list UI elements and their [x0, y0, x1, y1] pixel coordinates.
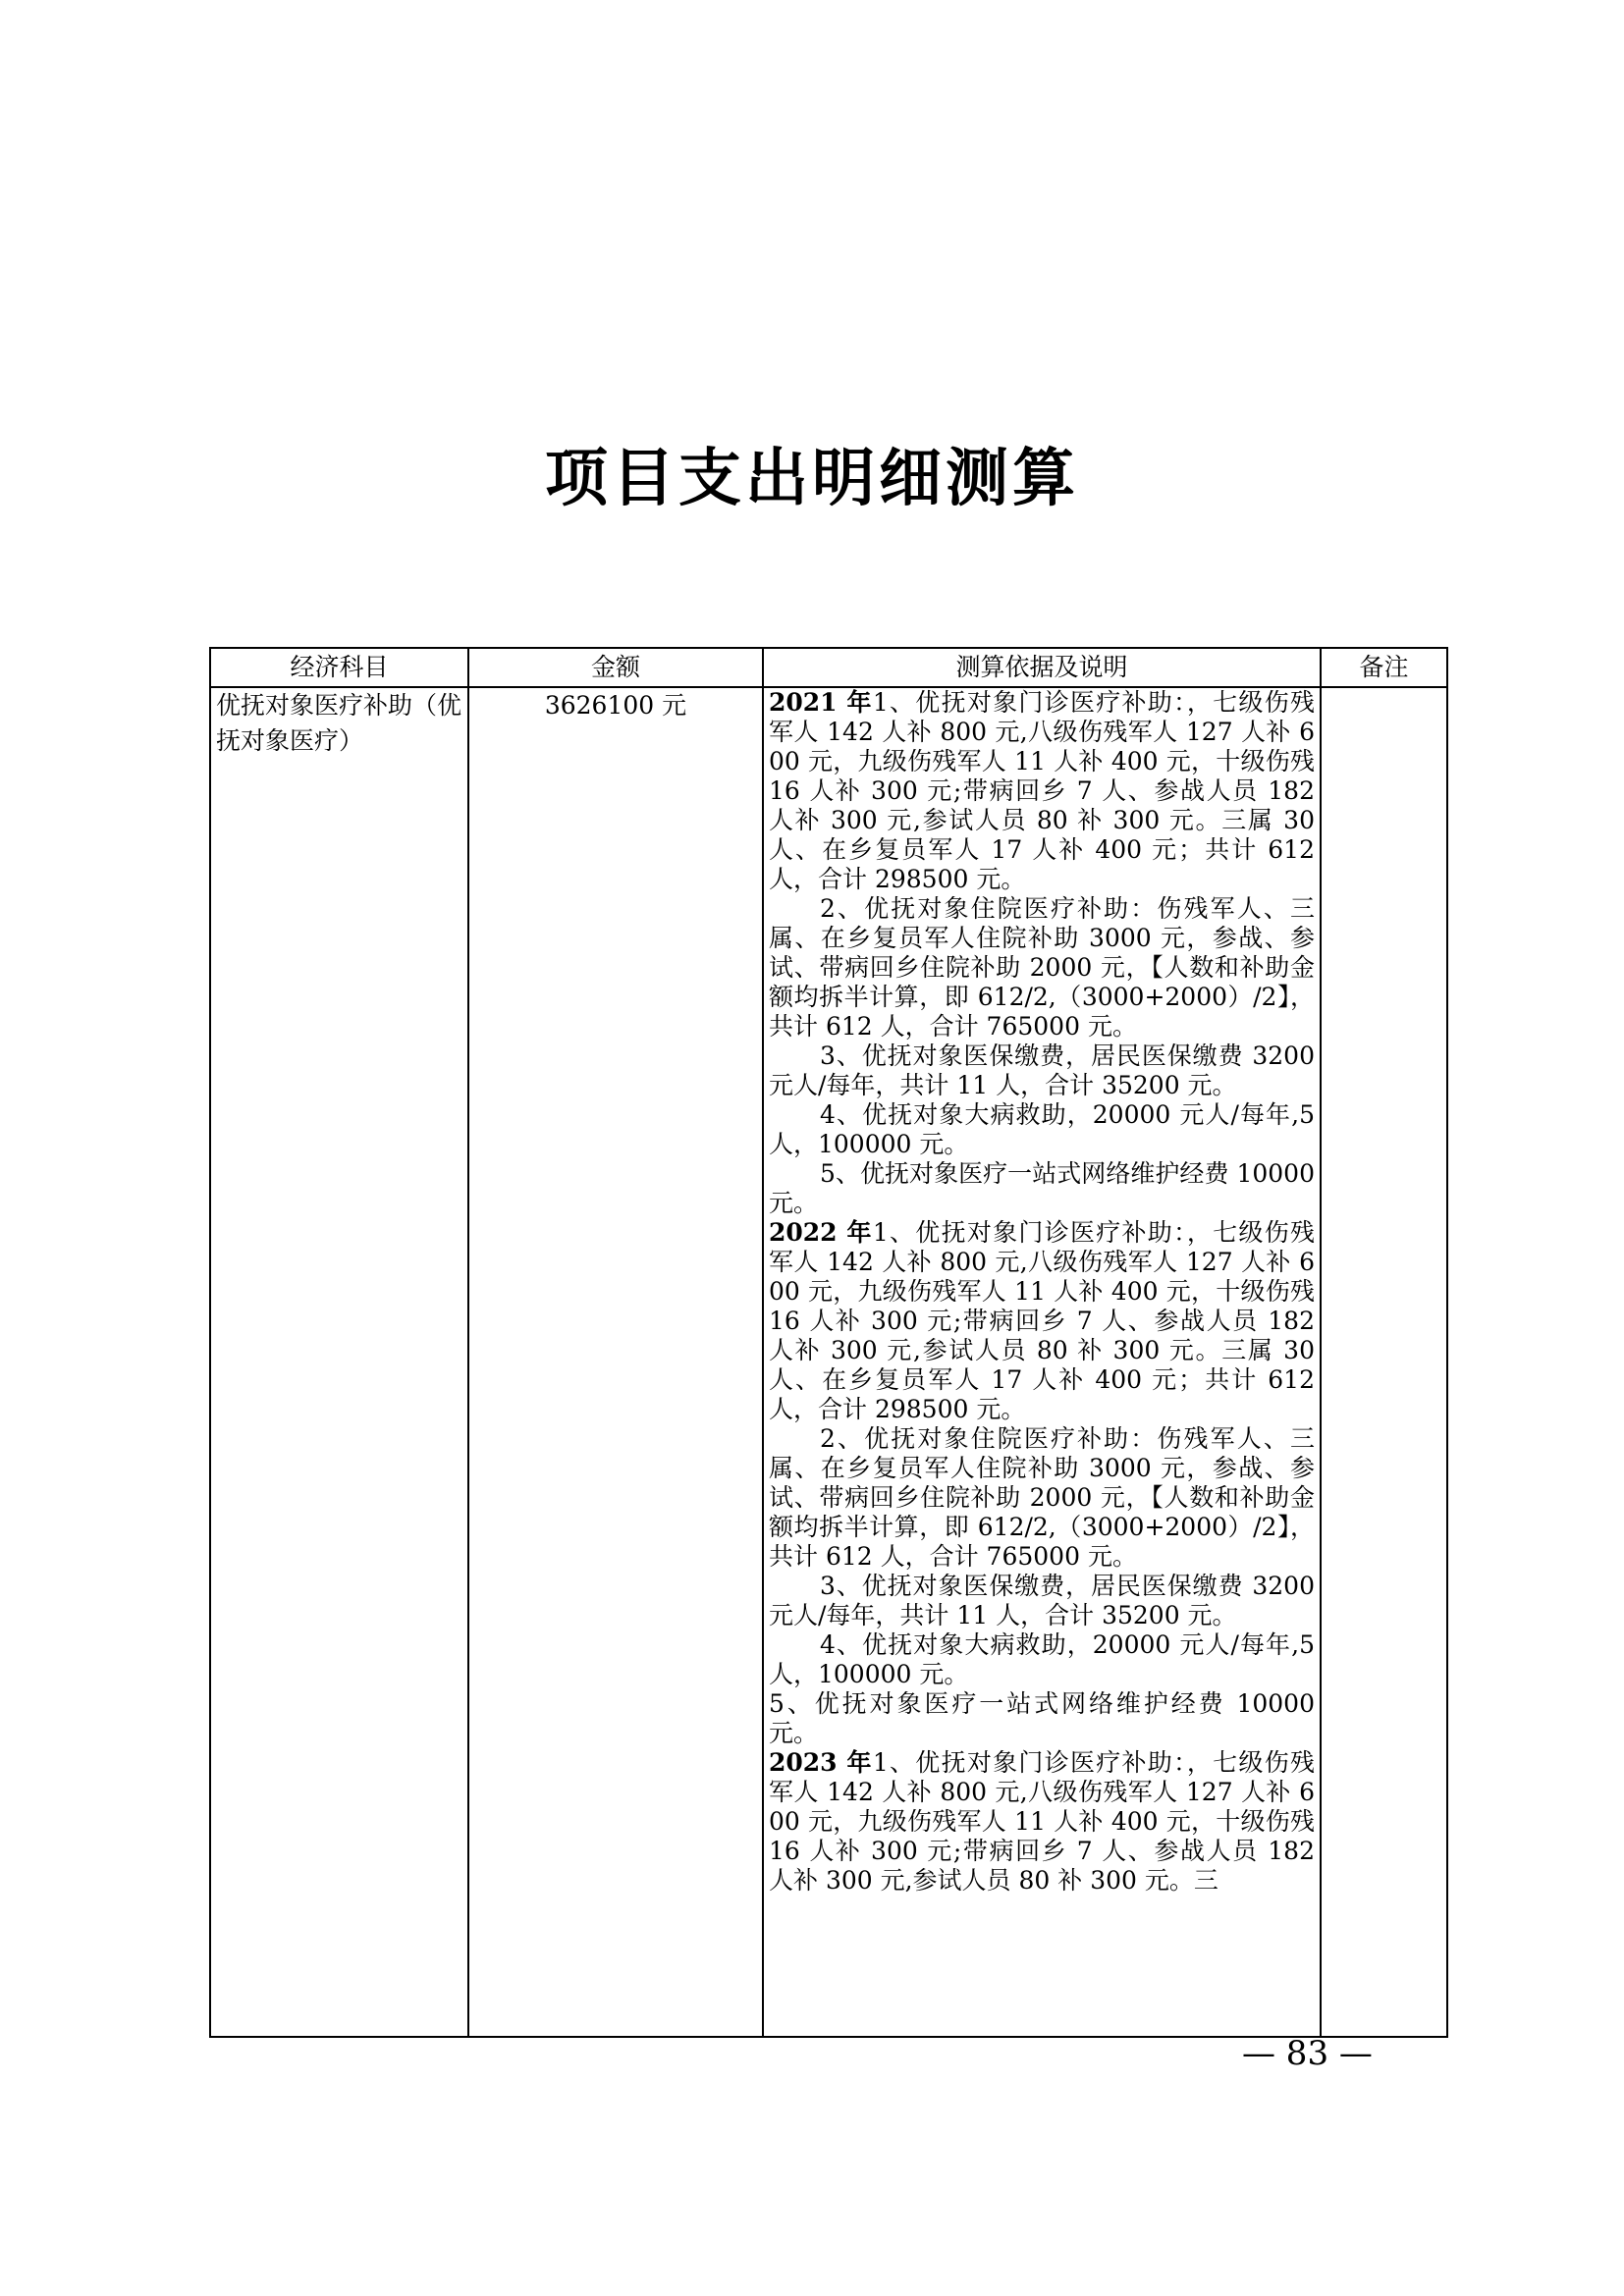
year-2021-item-5: 5、优抚对象医疗一站式网络维护经费 10000 元。 [769, 1159, 1315, 1217]
header-subject: 经济科目 [210, 648, 468, 687]
page-title: 项目支出明细测算 [545, 443, 1079, 515]
year-label-2023: 2023 年 [769, 1748, 873, 1777]
year-2022-item-5: 5、优抚对象医疗一站式网络维护经费 10000 元。 [769, 1689, 1315, 1747]
year-label-2021: 2021 年 [769, 688, 873, 717]
year-2023-item-1 [769, 1748, 1315, 1896]
year-2021-item-2: 2、优抚对象住院医疗补助：伤残军人、三属、在乡复员军人住院补助 3000 元，参战、参试、带病回乡住院补助 2000 元，【人数和补助金额均拆半计算，即 612/2,（3000+2000）/2】，共计 612 人，合计 765000 元。 [769, 894, 1315, 1041]
year-2021-item-3: 3、优抚对象医保缴费，居民医保缴费 3200 元人/每年，共计 11 人，合计 35200 元。 [769, 1041, 1315, 1099]
header-amount: 金额 [468, 648, 763, 687]
table-header-row [210, 648, 1447, 687]
budget-table [209, 647, 1448, 2038]
year-2021-item-4: 4、优抚对象大病救助，20000 元人/每年,5 人，100000 元。 [769, 1100, 1315, 1158]
paragraph-text: 1、优抚对象门诊医疗补助：，七级伤残军人 142 人补 800 元,八级伤残军人 127 人补 600 元，九级伤残军人 11 人补 400 元，十级伤残 16 人补 300 元;带病回乡 7 人、参战人员 182 人补 300 元,参试人员 80 补 300 元。三属 30 人、在乡复员军人 17 人补 400 元；共计 612 人，合计 298500 元。 [769, 1218, 1315, 1423]
page-number: — 83 — [1242, 2034, 1373, 2073]
table-row [210, 687, 1447, 2037]
year-2022-item-1 [769, 1218, 1315, 1424]
year-2022-item-4: 4、优抚对象大病救助，20000 元人/每年,5 人，100000 元。 [769, 1630, 1315, 1688]
header-note: 备注 [1321, 648, 1447, 687]
cell-description [763, 687, 1321, 2037]
header-description: 测算依据及说明 [763, 648, 1321, 687]
paragraph-text: 1、优抚对象门诊医疗补助：，七级伤残军人 142 人补 800 元,八级伤残军人 127 人补 600 元，九级伤残军人 11 人补 400 元，十级伤残 16 人补 300 元;带病回乡 7 人、参战人员 182 人补 300 元,参试人员 80 补 300 元。三 [769, 1748, 1315, 1895]
year-2021-item-1 [769, 688, 1315, 894]
year-2022-item-3: 3、优抚对象医保缴费，居民医保缴费 3200 元人/每年，共计 11 人，合计 35200 元。 [769, 1572, 1315, 1629]
year-label-2022: 2022 年 [769, 1218, 873, 1247]
cell-note [1321, 687, 1447, 2037]
paragraph-text: 1、优抚对象门诊医疗补助：，七级伤残军人 142 人补 800 元,八级伤残军人 127 人补 600 元，九级伤残军人 11 人补 400 元，十级伤残 16 人补 300 元;带病回乡 7 人、参战人员 182 人补 300 元,参试人员 80 补 300 元。三属 30 人、在乡复员军人 17 人补 400 元；共计 612 人，合计 298500 元。 [769, 688, 1315, 893]
cell-amount: 3626100 元 [468, 687, 763, 2037]
year-2022-item-2: 2、优抚对象住院医疗补助：伤残军人、三属、在乡复员军人住院补助 3000 元，参战、参试、带病回乡住院补助 2000 元，【人数和补助金额均拆半计算，即 612/2,（3000+2000）/2】，共计 612 人，合计 765000 元。 [769, 1424, 1315, 1571]
cell-subject: 优抚对象医疗补助（优抚对象医疗） [210, 687, 468, 2037]
